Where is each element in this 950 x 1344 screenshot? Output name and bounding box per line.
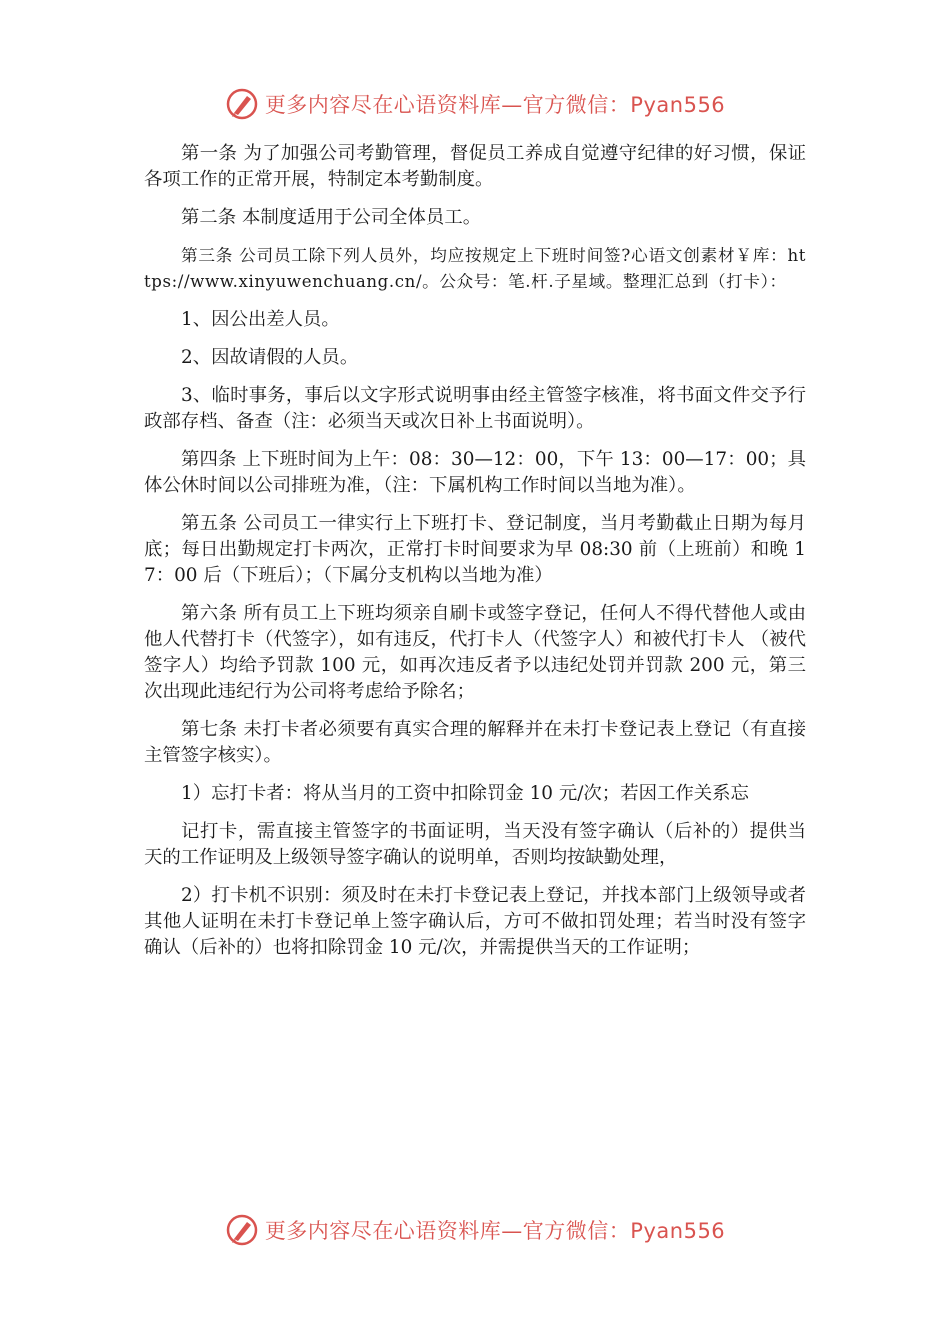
- footer-banner-text: 更多内容尽在心语资料库—官方微信：Pyan556: [264, 1219, 726, 1243]
- header-banner-text: 更多内容尽在心语资料库—官方微信：Pyan556: [264, 93, 726, 117]
- pen-logo-icon: [225, 1213, 259, 1247]
- paragraph-item-1: 1、因公出差人员。: [181, 309, 340, 330]
- header-banner: [0, 84, 950, 124]
- paragraph-rule-2: 2）打卡机不识别：须及时在未打卡登记表上登记，并找本部门上级领导或者其他人证明在未打卡登记单上签字确认后，方可不做扣罚处理；若当时没有签字确认（后补的）也将扣除罚金 10 元/次，并需提供当天的工作证明；: [144, 885, 806, 958]
- paragraph-article-7: 第七条 未打卡者必须要有真实合理的解释并在未打卡登记表上登记（有直接主管签字核实）。: [144, 719, 806, 766]
- paragraph-article-4: 第四条 上下班时间为上午：08：30—12：00，下午 13：00—17：00；具体公休时间以公司排班为准，（注：下属机构工作时间以当地为准）。: [144, 449, 806, 496]
- paragraph-rule-1-continued: 记打卡，需直接主管签字的书面证明，当天没有签字确认（后补的）提供当天的工作证明及上级领导签字确认的说明单，否则均按缺勤处理，: [144, 821, 806, 868]
- pen-logo-icon: [225, 87, 259, 121]
- paragraph-article-5: 第五条 公司员工一律实行上下班打卡、登记制度，当月考勤截止日期为每月底；每日出勤规定打卡两次，正常打卡时间要求为早 08:30 前（上班前）和晚 17：00 后（下班后）；（下属分支机构以当地为准）: [144, 513, 806, 586]
- paragraph-article-1: 第一条 为了加强公司考勤管理，督促员工养成自觉遵守纪律的好习惯，保证各项工作的正常开展，特制定本考勤制度。: [144, 143, 806, 190]
- paragraph-item-2: 2、因故请假的人员。: [181, 347, 359, 368]
- document-body: [144, 141, 806, 973]
- paragraph-article-6: 第六条 所有员工上下班均须亲自刷卡或签字登记，任何人不得代替他人或由他人代替打卡（代签字），如有违反，代打卡人（代签字人）和被代打卡人 （被代签字人）均给予罚款 100 元，如再次违反者予以违纪处罚并罚款 200 元，第三次出现此违纪行为公司将考虑给予除名；: [144, 603, 806, 702]
- paragraph-rule-1: 1）忘打卡者：将从当月的工资中扣除罚金 10 元/次；若因工作关系忘: [181, 783, 749, 804]
- paragraph-article-2: 第二条 本制度适用于公司全体员工。: [181, 207, 482, 228]
- footer-banner: [0, 1210, 950, 1250]
- paragraph-item-3: 3、临时事务，事后以文字形式说明事由经主管签字核准，将书面文件交予行政部存档、备查（注：必须当天或次日补上书面说明）。: [144, 385, 806, 432]
- paragraph-article-3: 第三条 公司员工除下列人员外，均应按规定上下班时间签?心语文创素材￥库：https://www.xinyuwenchuang.cn/。公众号：笔.杆.子星域。整理汇总到（打卡）：: [144, 246, 806, 291]
